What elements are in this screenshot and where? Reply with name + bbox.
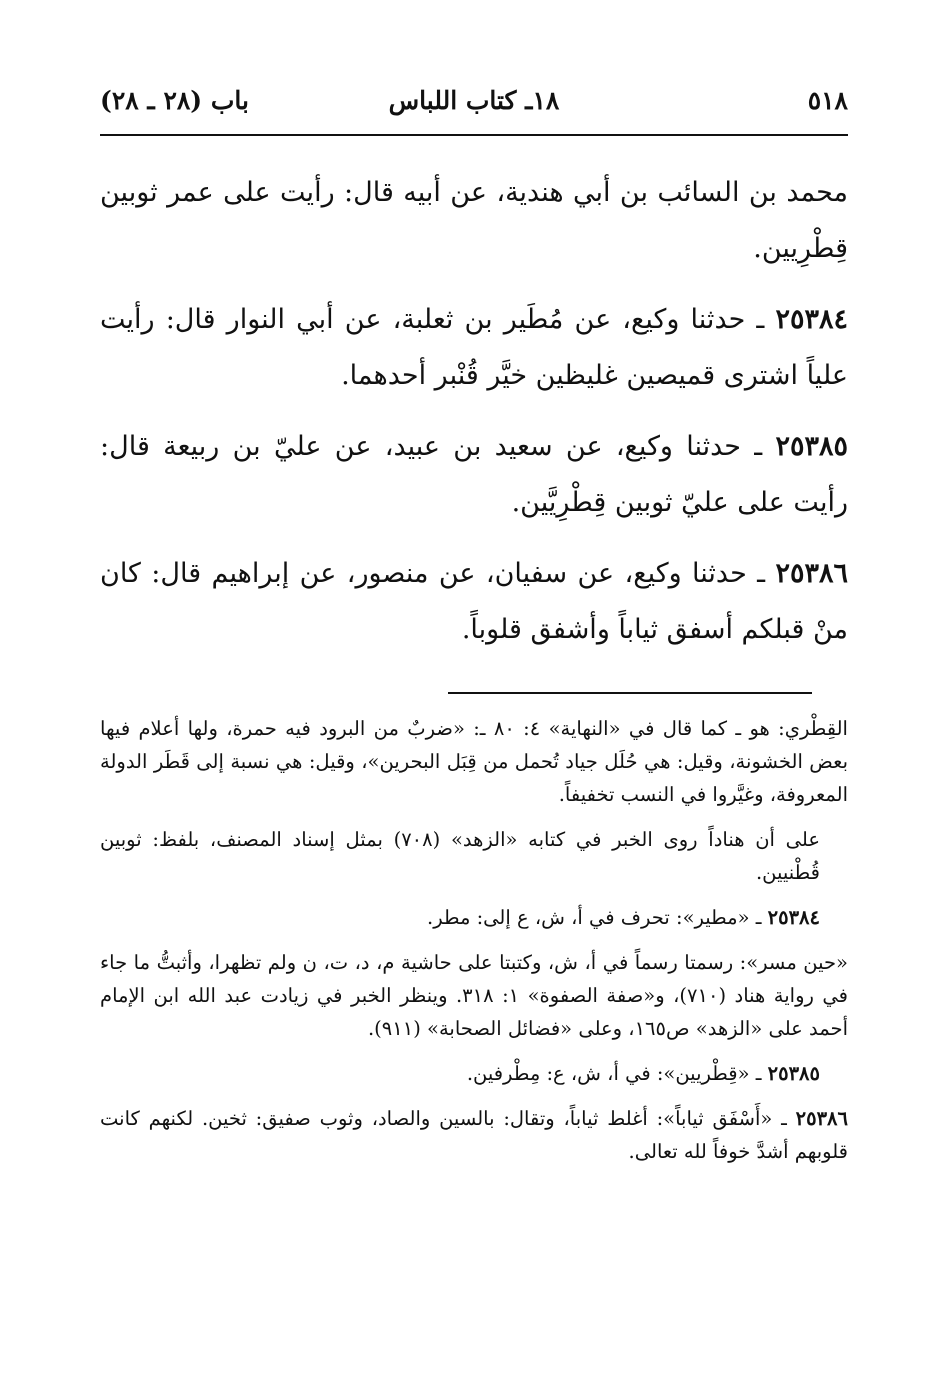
footnotes	[100, 712, 848, 1180]
footnote-separator	[448, 692, 812, 694]
hadith-paragraph	[100, 419, 848, 531]
main-text	[100, 165, 848, 673]
footnote-text: القِطْري: هو ـ كما قال في «النهاية» ٤: ٨٠ ـ: «ضربٌ من البرود فيه حمرة، ولها أعلام فيها بعض الخشونة، وقيل: هي حُلَل جياد تُحمل من قِبَل البحرين»، وقيل: هي نسبة إلى قَطَر الدولة المعروفة، وغيَّروا في النسب تخفيفاً.	[100, 717, 848, 806]
hadith-paragraph	[100, 546, 848, 658]
hadith-text: ـ حدثنا وكيع، عن سفيان، عن منصور، عن إبراهيم قال: كان منْ قبلكم أسفق ثياباً وأشفق قلوباً.	[100, 558, 848, 645]
footnote-number: ٢٥٣٨٤	[767, 906, 820, 929]
footnote	[100, 901, 848, 934]
hadith-number: ٢٥٣٨٦	[775, 558, 848, 589]
chapter-title: باب (٢٨ ـ ٢٨)	[100, 86, 249, 115]
hadith-text: ـ حدثنا وكيع، عن سعيد بن عبيد، عن عليّ بن ربيعة قال: رأيت على عليّ ثوبين قِطْرِيَّين.	[100, 431, 848, 518]
footnote-text: على أن هناداً روى الخبر في كتابه «الزهد» (٧٠٨) بمثل إسناد المصنف، بلفظ: ثوبين قُطْنيين.	[100, 828, 820, 884]
footnote	[100, 1102, 848, 1168]
book-title: ١٨ـ كتاب اللباس	[388, 86, 560, 115]
footnote-text: «حين مسر»: رسمتا رسماً في أ، ش، وكتبتا على حاشية م، د، ت، ن ولم تظهرا، وأثبتُّ ما جاء في رواية هناد (٧١٠)، و«صفة الصفوة» ١: ٣١٨. وينظر الخبر في زيادت عبد الله ابن الإمام أحمد على «الزهد» ص١٦٥، وعلى «فضائل الصحابة» (٩١١).	[100, 951, 848, 1040]
hadith-number: ٢٥٣٨٥	[775, 431, 848, 462]
footnote	[100, 823, 848, 889]
footnote-number: ٢٥٣٨٦	[795, 1107, 848, 1130]
page-number: ٥١٨	[807, 86, 848, 115]
running-header	[100, 86, 848, 126]
header-rule	[100, 134, 848, 136]
footnote	[100, 946, 848, 1045]
footnote	[100, 1057, 848, 1090]
footnote-text: ـ «أَسْفَق ثياباً»: أغلط ثياباً، وتقال: بالسين والصاد، وثوب صفيق: ثخين. لكنهم كانت قلوبهم أشدَّ خوفاً لله تعالى.	[100, 1107, 848, 1163]
hadith-paragraph	[100, 292, 848, 404]
hadith-number: ٢٥٣٨٤	[775, 304, 849, 335]
hadith-text: ـ حدثنا وكيع، عن مُطَير بن ثعلبة، عن أبي النوار قال: رأيت علياً اشترى قميصين غليظين خيَّر قُنْبر أحدهما.	[100, 304, 848, 391]
footnote	[100, 712, 848, 811]
paragraph-text: محمد بن السائب بن أبي هندية، عن أبيه قال: رأيت على عمر ثوبين قِطْرِيين.	[100, 177, 848, 264]
footnote-text: ـ «قِطْريين»: في أ، ش، ع: مِطْرفين.	[466, 1062, 762, 1085]
footnote-text: ـ «مطير»: تحرف في أ، ش، ع إلى: مطر.	[427, 906, 762, 929]
paragraph	[100, 165, 848, 277]
footnote-number: ٢٥٣٨٥	[767, 1062, 820, 1085]
